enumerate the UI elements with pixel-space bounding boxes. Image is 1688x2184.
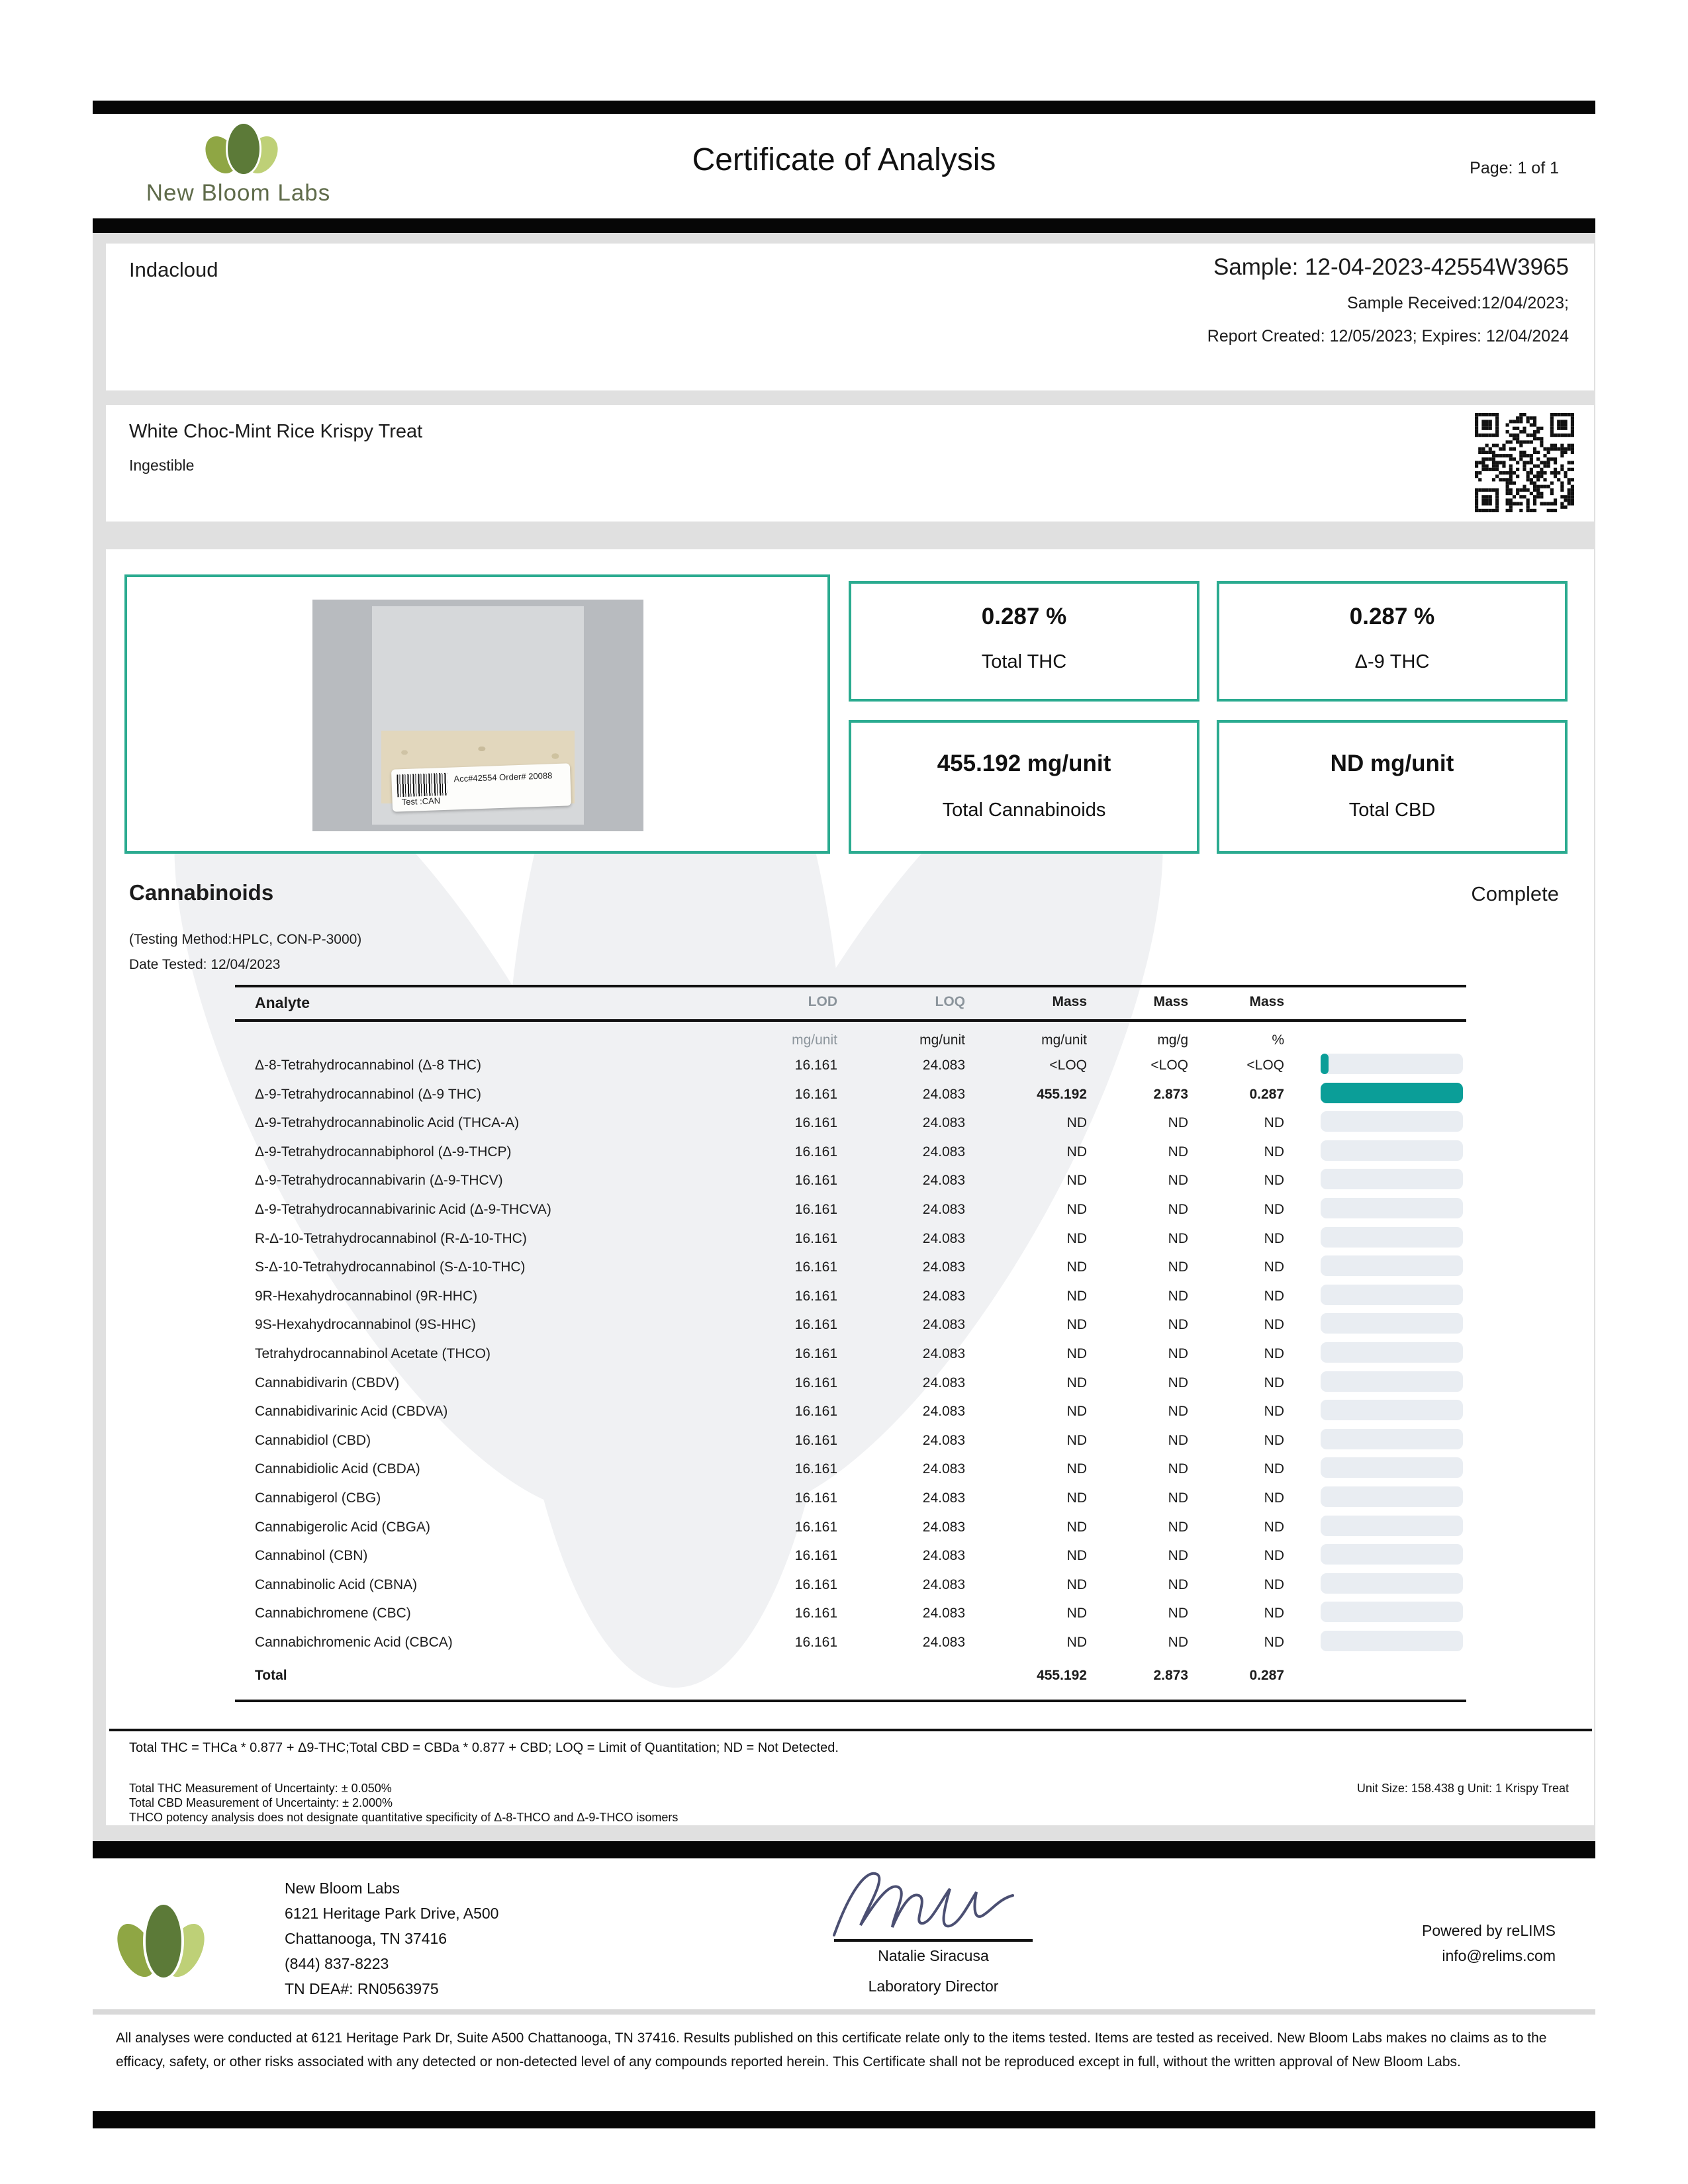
stat-value: 0.287 % [1349,604,1435,629]
loq-value: 24.083 [922,1288,965,1304]
photo-label [391,763,571,811]
mass-pct-value: ND [1264,1548,1284,1564]
logo-text: New Bloom Labs [146,180,331,206]
disclaimer: All analyses were conducted at 6121 Heritage Park Dr, Suite A500 Chattanooga, TN 37416. Results published on this certificate relate only to the items tested. Items are tested as received. New Bloom Labs makes no claims as to the efficacy, safety, or other risks associated with any detected or non-detected level of any compounds reported herein. This Certificate shall not be reproduced except in full, without the written approval of New Bloom Labs. [116,2030,1547,2070]
leaf-logo-icon [202,120,281,175]
signer-title: Laboratory Director [868,1978,999,1995]
mass-pct-value: 0.287 [1249,1086,1284,1102]
mass-mgunit-value: ND [1066,1461,1087,1477]
stat-box-total-thc [849,581,1199,702]
col-lod: LOD [808,994,837,1009]
thco-note: THCO potency analysis does not designate quantitative specificity of Δ-8-THCO and Δ-9-THCO isomers [129,1811,679,1824]
mass-mgunit-value: ND [1066,1404,1087,1420]
potency-bar-track [1321,1573,1463,1594]
footer-address1: 6121 Heritage Park Drive, A500 [285,1905,499,1922]
loq-value: 24.083 [922,1259,965,1275]
potency-bar-track [1321,1111,1463,1132]
potency-bar-track [1321,1255,1463,1276]
table-row [235,1433,1466,1461]
lod-value: 16.161 [794,1202,837,1217]
mass-mgg-value: ND [1168,1288,1188,1304]
loq-value: 24.083 [922,1404,965,1420]
analyte-name: Cannabinol (CBN) [255,1548,368,1564]
potency-bar-track [1321,1140,1463,1161]
mass-mgg-value: ND [1168,1202,1188,1217]
lod-value: 16.161 [794,1259,837,1275]
mass-mgg-value: ND [1168,1635,1188,1650]
table-top-rule [235,985,1466,987]
analyte-name: Cannabidivarinic Acid (CBDVA) [255,1404,448,1420]
lod-value: 16.161 [794,1461,837,1477]
mass-pct-value: ND [1264,1202,1284,1217]
mass-mgunit-value: ND [1066,1202,1087,1217]
mass-pct-value: ND [1264,1432,1284,1448]
mass-pct-value: ND [1264,1375,1284,1390]
potency-bar-track [1321,1544,1463,1565]
analyte-name: S-Δ-10-Tetrahydrocannabinol (S-Δ-10-THC) [255,1259,526,1275]
mass-mgg-value: ND [1168,1230,1188,1246]
loq-value: 24.083 [922,1115,965,1131]
analyte-name: Δ-9-Tetrahydrocannabiphorol (Δ-9-THCP) [255,1144,512,1160]
analyte-name: Δ-9-Tetrahydrocannabivarin (Δ-9-THCV) [255,1173,503,1189]
loq-value: 24.083 [922,1375,965,1390]
table-row [235,1346,1466,1375]
cbd-uncertainty: Total CBD Measurement of Uncertainty: ± 2.000% [129,1796,393,1809]
lod-value: 16.161 [794,1576,837,1592]
mass-mgg-value: ND [1168,1317,1188,1333]
potency-bar-fill [1321,1054,1329,1074]
photo-label-text1: Acc#42554 Order# 20088 [453,770,553,784]
mass-mgunit-value: ND [1066,1230,1087,1246]
mass-mgunit-value: ND [1066,1317,1087,1333]
potency-bar-track [1321,1313,1463,1334]
unit-lod: mg/unit [792,1032,837,1048]
loq-value: 24.083 [922,1086,965,1102]
mass-mgunit-value: ND [1066,1548,1087,1564]
sample-received: Sample Received:12/04/2023; [1347,294,1569,312]
stat-label: Total Cannabinoids [942,799,1106,821]
product-type: Ingestible [129,457,195,474]
lod-value: 16.161 [794,1375,837,1390]
total-label: Total [255,1668,287,1683]
potency-bar-track [1321,1227,1463,1248]
powered-by: Powered by reLIMS [1422,1922,1556,1939]
footer-phone: (844) 837-8223 [285,1955,389,1972]
mass-mgg-value: ND [1168,1606,1188,1621]
potency-bar-track [1321,1285,1463,1305]
table-row [235,1289,1466,1317]
bottom-rule-bar [93,2111,1595,2128]
analyte-name: Δ-9-Tetrahydrocannabinolic Acid (THCA-A) [255,1115,520,1131]
stat-value: 455.192 mg/unit [937,751,1111,776]
mass-mgunit-value: ND [1066,1288,1087,1304]
footer-rule-bar [93,1841,1595,1858]
mass-mgunit-value: ND [1066,1576,1087,1592]
signature-line [834,1939,1033,1942]
unit-mass-pct: % [1272,1032,1284,1048]
lod-value: 16.161 [794,1432,837,1448]
potency-bar-track [1321,1400,1463,1420]
stat-box-total-cannabinoids [849,720,1199,854]
page-title: Certificate of Analysis [692,142,996,177]
mass-pct-value: ND [1264,1635,1284,1650]
loq-value: 24.083 [922,1202,965,1217]
potency-bar-track [1321,1169,1463,1189]
potency-bar-track [1321,1371,1463,1392]
loq-value: 24.083 [922,1519,965,1535]
loq-value: 24.083 [922,1346,965,1361]
table-row [235,1577,1466,1606]
mass-pct-value: ND [1264,1230,1284,1246]
mass-mgg-value: ND [1168,1375,1188,1390]
mass-mgunit-value: 455.192 [1037,1086,1087,1102]
client-sample-box [106,244,1594,390]
lod-value: 16.161 [794,1058,837,1073]
mass-mgunit-value: ND [1066,1346,1087,1361]
mass-mgunit-value: ND [1066,1115,1087,1131]
table-units-row [235,1032,1466,1051]
analyte-name: 9R-Hexahydrocannabinol (9R-HHC) [255,1288,478,1304]
analyte-name: R-Δ-10-Tetrahydrocannabinol (R-Δ-10-THC) [255,1230,527,1246]
stat-label: Total CBD [1348,799,1436,821]
mass-pct-value: ND [1264,1173,1284,1189]
potency-bar-fill [1321,1083,1463,1103]
loq-value: 24.083 [922,1490,965,1506]
table-row [235,1087,1466,1115]
potency-bar-track [1321,1342,1463,1363]
table-row [235,1202,1466,1230]
mass-pct-value: ND [1264,1519,1284,1535]
loq-value: 24.083 [922,1576,965,1592]
barcode [397,773,447,797]
mass-mgg-value: ND [1168,1259,1188,1275]
page-number: Page: 1 of 1 [1470,159,1559,177]
stat-label: Total THC [981,651,1067,672]
mass-pct-value: ND [1264,1606,1284,1621]
signer-name: Natalie Siracusa [878,1947,989,1964]
loq-value: 24.083 [922,1432,965,1448]
mass-mgg-value: ND [1168,1173,1188,1189]
lod-value: 16.161 [794,1606,837,1621]
table-total-row [235,1668,1466,1696]
footer-dea: TN DEA#: RN0563975 [285,1980,439,1997]
col-analyte: Analyte [255,994,310,1011]
table-row [235,1231,1466,1259]
col-loq: LOQ [935,994,965,1009]
table-row [235,1461,1466,1490]
mass-mgunit-value: ND [1066,1173,1087,1189]
footer-lab-name: New Bloom Labs [285,1880,400,1897]
stat-box-d9-thc [1217,581,1568,702]
table-row [235,1490,1466,1519]
lod-value: 16.161 [794,1404,837,1420]
unit-loq: mg/unit [919,1032,965,1048]
lod-value: 16.161 [794,1144,837,1160]
lod-value: 16.161 [794,1490,837,1506]
unit-size-note: Unit Size: 158.438 g Unit: 1 Krispy Treat [1356,1782,1569,1795]
unit-mass-mgunit: mg/unit [1041,1032,1087,1048]
mass-mgunit-value: ND [1066,1519,1087,1535]
total-mgg: 2.873 [1153,1668,1188,1683]
mass-pct-value: ND [1264,1346,1284,1361]
mass-mgunit-value: ND [1066,1144,1087,1160]
table-row [235,1259,1466,1288]
mass-mgg-value: 2.873 [1153,1086,1188,1102]
lod-value: 16.161 [794,1173,837,1189]
mass-pct-value: ND [1264,1461,1284,1477]
potency-bar-track [1321,1486,1463,1507]
loq-value: 24.083 [922,1461,965,1477]
lod-value: 16.161 [794,1548,837,1564]
mass-mgunit-value: <LOQ [1049,1058,1087,1073]
mass-pct-value: ND [1264,1144,1284,1160]
loq-value: 24.083 [922,1058,965,1073]
lod-value: 16.161 [794,1086,837,1102]
analyte-name: Δ-9-Tetrahydrocannabivarinic Acid (Δ-9-THCVA) [255,1202,551,1217]
thc-uncertainty: Total THC Measurement of Uncertainty: ± 0.050% [129,1782,392,1795]
analyte-name: Cannabigerolic Acid (CBGA) [255,1519,430,1535]
potency-bar-track [1321,1054,1463,1074]
total-mgunit: 455.192 [1037,1668,1087,1683]
loq-value: 24.083 [922,1635,965,1650]
col-mass-mgunit: Mass [1052,994,1087,1009]
qr-code [1475,413,1574,512]
treat-top-chocolate [379,612,577,731]
potency-bar-track [1321,1083,1463,1103]
footer-leaf-logo-icon [119,1898,205,1984]
mass-mgg-value: ND [1168,1144,1188,1160]
col-mass-mgg: Mass [1153,994,1188,1009]
product-name: White Choc-Mint Rice Krispy Treat [129,421,423,442]
loq-value: 24.083 [922,1606,965,1621]
analyte-name: Cannabigerol (CBG) [255,1490,381,1506]
footnote-formula: Total THC = THCa * 0.877 + Δ9-THC;Total CBD = CBDa * 0.877 + CBD; LOQ = Limit of Quantitation; ND = Not Detected. [129,1741,839,1755]
analyte-name: Cannabidiol (CBD) [255,1432,371,1448]
mass-pct-value: ND [1264,1259,1284,1275]
mass-mgg-value: ND [1168,1346,1188,1361]
table-row [235,1058,1466,1086]
mass-mgunit-value: ND [1066,1635,1087,1650]
section-title: Cannabinoids [129,880,274,905]
contact-email[interactable]: info@relims.com [1442,1947,1556,1964]
lod-value: 16.161 [794,1317,837,1333]
analyte-name: Tetrahydrocannabinol Acetate (THCO) [255,1346,491,1361]
lod-value: 16.161 [794,1115,837,1131]
mass-mgunit-value: ND [1066,1490,1087,1506]
mass-mgg-value: ND [1168,1519,1188,1535]
table-row [235,1317,1466,1345]
table-row [235,1115,1466,1144]
unit-mass-mgg: mg/g [1157,1032,1188,1048]
analyte-name: Cannabichromene (CBC) [255,1606,411,1621]
mass-pct-value: ND [1264,1404,1284,1420]
product-photo [312,600,643,831]
date-tested: Date Tested: 12/04/2023 [129,957,281,972]
footer [93,1858,1595,2004]
analyte-name: Cannabinolic Acid (CBNA) [255,1576,418,1592]
analyte-name: Δ-9-Tetrahydrocannabinol (Δ-9 THC) [255,1086,482,1102]
top-rule-bar [93,101,1595,114]
section-status: Complete [1471,882,1559,905]
total-pct: 0.287 [1249,1668,1284,1683]
mass-mgunit-value: ND [1066,1259,1087,1275]
client-name: Indacloud [129,258,218,281]
sample-id: Sample: 12-04-2023-42554W3965 [1213,254,1569,280]
col-mass-pct: Mass [1249,994,1284,1009]
table-header-row [235,994,1466,1014]
testing-method: (Testing Method:HPLC, CON-P-3000) [129,932,362,947]
header [93,114,1595,218]
stat-value: ND mg/unit [1330,751,1454,776]
lab-logo [129,120,348,213]
loq-value: 24.083 [922,1173,965,1189]
analyte-name: Δ-8-Tetrahydrocannabinol (Δ-8 THC) [255,1058,482,1073]
signature [814,1862,1053,1942]
lod-value: 16.161 [794,1635,837,1650]
lod-value: 16.161 [794,1230,837,1246]
mass-pct-value: ND [1264,1288,1284,1304]
mass-pct-value: ND [1264,1115,1284,1131]
analyte-name: Cannabichromenic Acid (CBCA) [255,1635,453,1650]
stat-box-total-cbd [1217,720,1568,854]
mass-pct-value: ND [1264,1490,1284,1506]
mass-mgg-value: ND [1168,1115,1188,1131]
loq-value: 24.083 [922,1317,965,1333]
table-row [235,1404,1466,1432]
loq-value: 24.083 [922,1144,965,1160]
loq-value: 24.083 [922,1548,965,1564]
mass-mgunit-value: ND [1066,1432,1087,1448]
table-row [235,1606,1466,1634]
header-rule-bar [93,218,1595,233]
mass-mgg-value: ND [1168,1490,1188,1506]
mass-mgg-value: ND [1168,1404,1188,1420]
potency-bar-track [1321,1602,1463,1622]
lod-value: 16.161 [794,1519,837,1535]
report-dates: Report Created: 12/05/2023; Expires: 12/04/2024 [1207,327,1569,345]
analyte-name: 9S-Hexahydrocannabinol (9S-HHC) [255,1317,476,1333]
footnote-rule [109,1729,1592,1731]
mass-pct-value: ND [1264,1576,1284,1592]
mass-pct-value: <LOQ [1246,1058,1284,1073]
potency-bar-track [1321,1631,1463,1651]
loq-value: 24.083 [922,1230,965,1246]
potency-bar-track [1321,1198,1463,1218]
mass-mgg-value: ND [1168,1576,1188,1592]
mass-mgg-value: ND [1168,1432,1188,1448]
lod-value: 16.161 [794,1288,837,1304]
table-row [235,1520,1466,1548]
table-bottom-rule [235,1700,1466,1702]
photo-label-text2: Test :CAN [401,796,441,807]
potency-bar-track [1321,1457,1463,1478]
table-row [235,1144,1466,1173]
product-photo-box [124,574,830,854]
stat-value: 0.287 % [981,604,1067,629]
table-row [235,1635,1466,1663]
analyte-name: Cannabidiolic Acid (CBDA) [255,1461,420,1477]
mass-pct-value: ND [1264,1317,1284,1333]
mass-mgg-value: ND [1168,1548,1188,1564]
potency-bar-track [1321,1429,1463,1449]
lod-value: 16.161 [794,1346,837,1361]
footer-address2: Chattanooga, TN 37416 [285,1930,447,1947]
product-box [106,405,1594,522]
table-row [235,1548,1466,1576]
table-row [235,1375,1466,1404]
footer-divider [93,2009,1595,2015]
mass-mgunit-value: ND [1066,1375,1087,1390]
potency-bar-track [1321,1516,1463,1536]
table-row [235,1173,1466,1201]
mass-mgunit-value: ND [1066,1606,1087,1621]
stat-label: Δ-9 THC [1354,651,1430,672]
mass-mgg-value: ND [1168,1461,1188,1477]
mass-mgg-value: <LOQ [1150,1058,1188,1073]
table-header-rule [235,1019,1466,1022]
analyte-name: Cannabidivarin (CBDV) [255,1375,400,1390]
